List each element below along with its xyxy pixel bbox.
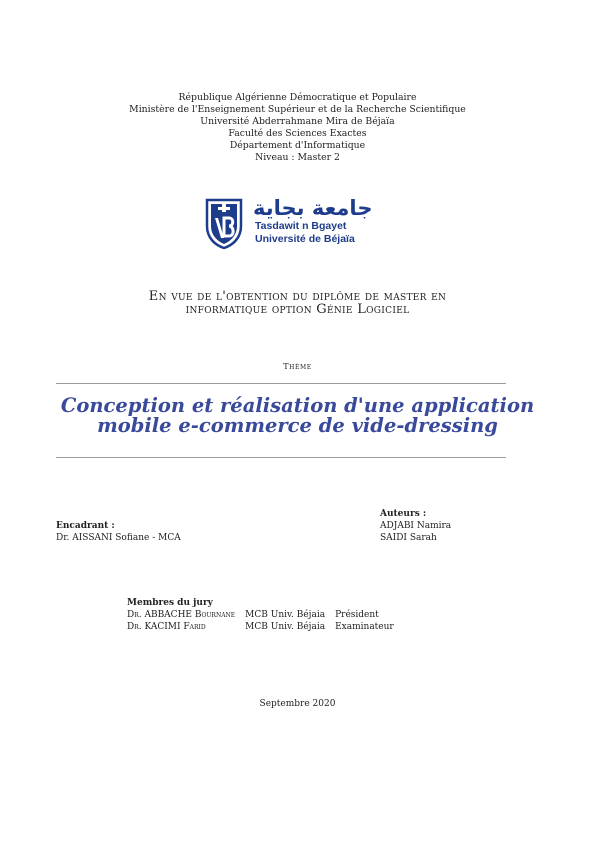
university-logo — [203, 196, 373, 252]
jury-member-grade: MCB Univ. Béjaia — [245, 622, 326, 632]
jury-block — [127, 597, 404, 633]
thesis-title — [0, 396, 595, 436]
jury-member-name: Dr. ABBACHE Bournane — [127, 610, 236, 620]
diploma-line-1: En vue de l'obtention du diplôme de master en — [148, 289, 447, 304]
author-name: ADJABI Namira — [380, 521, 452, 531]
university-crest-icon — [203, 196, 245, 250]
title-rule-top — [56, 383, 506, 384]
supervisor-block — [56, 520, 181, 544]
thesis-title-line-2: mobile e-commerce de vide-dressing — [97, 414, 498, 437]
jury-member-role: Président — [335, 610, 379, 620]
header-line-department: Département d'Informatique — [229, 140, 366, 151]
diploma-line-2: informatique option Génie Logiciel — [185, 302, 410, 317]
logo-arabic-text: جامعة بجاية — [253, 196, 373, 220]
institution-header — [0, 92, 595, 164]
authors-heading: Auteurs : — [380, 509, 427, 519]
theme-label: Thème — [283, 362, 312, 371]
thesis-title-line-1: Conception et réalisation d'une application — [60, 394, 535, 417]
jury-member-name: Dr. KACIMI Farid — [127, 622, 206, 632]
header-line-ministry: Ministère de l'Enseignement Supérieur et de la Recherche Scientifique — [129, 104, 466, 115]
logo-french-text: Université de Béjaïa — [255, 233, 355, 245]
jury-heading: Membres du jury — [127, 598, 213, 608]
author-name: SAIDI Sarah — [380, 533, 437, 543]
jury-member-grade: MCB Univ. Béjaia — [245, 610, 326, 620]
header-line-faculty: Faculté des Sciences Exactes — [228, 128, 367, 139]
header-line-level: Niveau : Master 2 — [255, 152, 340, 163]
submission-date: Septembre 2020 — [259, 699, 336, 709]
supervisor-name: Dr. AISSANI Sofiane - MCA — [56, 533, 181, 543]
jury-member-role: Examinateur — [335, 622, 394, 632]
header-line-republic: République Algérienne Démocratique et Populaire — [178, 92, 417, 103]
authors-block — [380, 508, 451, 544]
table-row — [127, 609, 404, 621]
table-row — [127, 621, 404, 633]
title-rule-bottom — [56, 457, 506, 458]
jury-table — [127, 609, 404, 633]
header-line-university: Université Abderrahmane Mira de Béjaïa — [200, 116, 395, 127]
logo-berber-text: Tasdawit n Bgayet — [255, 220, 347, 232]
diploma-statement — [0, 290, 595, 316]
supervisor-heading: Encadrant : — [56, 521, 115, 531]
